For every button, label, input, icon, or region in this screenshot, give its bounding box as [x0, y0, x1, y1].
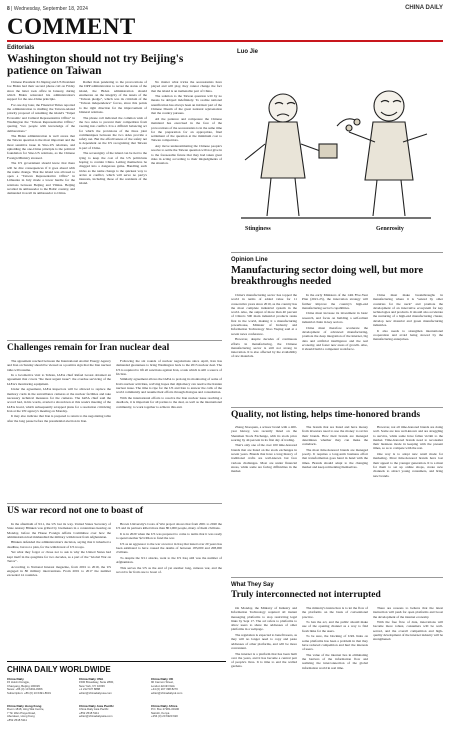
office-name: China Daily Africa — [151, 704, 178, 708]
office-name: China Daily Hong Kong — [7, 704, 42, 708]
office-line: Subscription: +86 (0) 10 6491-8631 — [7, 690, 51, 695]
editorial-lead-col-2 — [79, 80, 147, 334]
paragraph: The most time-honored brands are managed poorly. It requires a long-term business effort that transformation goes hand in hand with the times. Brands should adapt to the changing market and keep reinventing themselves. — [302, 447, 368, 469]
paragraph: China must increase its investment in basic research, and focus on building a self-reliant industrial chain in key sectors. — [302, 311, 368, 325]
paragraph: US as an aggressor to the war on terror in Iraq that lasted over 20 years has been estimated to have caused the deaths of between 185,000 and 208,000 civilians. — [116, 541, 222, 555]
cartoon-illustration — [231, 48, 443, 248]
paragraph: According to National Interest magazine, from 2001 to 2019, the US engaged in 80 military interventions. From 2001 to 2017 the number exceeded 14 countries. — [7, 564, 111, 578]
masthead-rule — [7, 40, 443, 42]
paragraph: This serves the US as the end of yet another long, ruinous war, and the record is far from one to boast of. — [116, 565, 222, 575]
office-line: Chaoyang, Beijing 100029 — [7, 683, 40, 688]
paragraph: It may also indicate that Iran is prepared to return to the negotiating table after the long pause before the presidential election in Iran. — [7, 414, 111, 423]
paragraph: All the patience and composure the Chinese mainland has exercised in the face of the provocations of the secessionists is in the same time for the preparation for an appropriate, final settlement of the question at the minimum cost to Taiwan compatriots. — [151, 116, 222, 143]
opinion-tag: Opinion Line — [231, 257, 268, 263]
office-line: News: +86 (0) 10 6491-8366 — [7, 687, 43, 692]
editorial-iran-col-1 — [7, 359, 111, 497]
paragraph: Blinken defended the administration's decision, saying that it inherited a deadline, but not a plan, for the withdrawal of US troops. — [7, 540, 111, 549]
divider — [7, 340, 222, 341]
paper-name: CHINA DAILY — [405, 5, 443, 11]
office-line: P.O. Box 27281-00100 — [151, 707, 180, 712]
paragraph: There are reasons to believe that the latest instruction will push for open platforms and boost the development of the internet economy. — [373, 606, 443, 619]
paragraph: The US government should know that there will be dire consequences if it goes ahead with the name change. That the island was allowed to open a "Taiwan Representative Office" in Lithuania in July made a lower hurdle for the relations between Beijing and Vilnius. Beijing recalled its ambassador to the Baltic country, and demanded it recall its ambassador to China. — [7, 161, 75, 196]
office-line: editor@chinadailyasia.com — [79, 714, 113, 719]
paragraph: China's manufacturing sector has topped the world in terms of added value for 11 consecutive years since 2010, as the country has the most complete industrial system in the world. Also, the output of more than 40 percent of China's 500 main industrial products ranks first in the world, making it a manufacturing powerhouse, Minister of Industry and Information Technology Xiao Yaqing said at a recent news conference. — [231, 293, 297, 336]
office-line: 90 Cannon Street, — [151, 680, 174, 685]
editorial-lead-col-1 — [7, 80, 75, 334]
paragraph: Under the agreement, IAEA inspectors will be allowed to replace the memory cards in the surveillance cameras at the nuclear facilities and take necessary technical measures for the cameras. The IAEA chief said the accord had, in his words, averted a showdown at this week's meeting of the IAEA board, which subsequently scrapped plans for a resolution criticizing Iran at the UN agency's meeting on Monday. — [7, 387, 111, 413]
footer-office — [79, 678, 147, 695]
divider — [231, 407, 443, 408]
office-line: +254 (0) 20 6920 920 — [151, 714, 178, 719]
editorial-cartoon — [231, 48, 443, 248]
paragraph: Any move underestimating the Chinese people's resolve to settle the Taiwan question will not give in to the foreseeable future that they had taken great risks in acting according to their misjudgments of the situation. — [151, 144, 222, 166]
footer-title: CHINA DAILY WORLDWIDE — [7, 665, 111, 674]
paragraph: The Biden administration is well aware that the Taiwan question is the most important and the most sensitive issue in Sino-US relations, and upholding the one-China principle is the political foundation for Sino-US relations, as the Chinese Foreign Ministry stressed. — [7, 134, 75, 160]
page-date-line: 8 | Wednesday, September 18, 2024 — [7, 6, 88, 12]
office-line: editor@chinadailyuk.com — [151, 690, 183, 695]
paragraph: In a locomotive visit to Tehran, IAEA chief Rafael Grossi obtained an agreement that covers "the most urgent issue": the overdue servicing of the IAEA's monitoring equipment. — [7, 373, 111, 386]
divider — [231, 577, 443, 578]
opinion-brands-col-2 — [302, 425, 368, 573]
office-name: China Daily UK — [151, 677, 174, 681]
paragraph: One way is to adopt new retail mode for marketing. Most time-honored brands have lost their appeal to the younger generation. It is a must for them to set up online shops, create new channels to attract young consumers, and bring new brands. — [373, 452, 443, 478]
office-name: China Daily — [7, 677, 24, 681]
paragraph: To despite the 9/11 attacks, went to the US Iraq still was the number of Afghanistan. — [116, 555, 222, 565]
paragraph: The sovereignty of the island can be tied to the tying to keep the cost of the US politicians hoping to contain China. Letting themselves be dragged into a dangerous game. Handling such tricks as the name change is the quickest way to arrive at conflict, which will serve no party's interests, including those of the residents of the island. — [79, 151, 147, 186]
office-name: China Daily USA — [79, 677, 104, 681]
paragraph: China must make breakthroughs in manufacturing where it is "seized by other countries for the neck" and promote the development of an innovative ecosystem for key technologies and products. It should also accelerate the nurturing of a high-end manufacturing cluster, develop new material and green manufacturing industries. — [373, 293, 443, 328]
paragraph: The phone call indicated the common wish of the two sides to prevent their competition from veering into conflict. It is a difficult balancing act for which the provisions of the three joint communiques between the two sides provide a safety net. But the effectiveness of the safety net is dependent on the US recognizing that Taiwan is part of China. — [79, 115, 147, 150]
editorial-lead-headline: Washington should not try Beijing's patience on Taiwan — [7, 53, 184, 77]
paragraph: No matter what tricks the secessionists have played and will play, they cannot change the fact that the island is an inalienable part of China. — [151, 80, 222, 93]
cartoon-label-right: Generosity — [376, 226, 404, 232]
editorial-war-col-1 — [7, 522, 111, 656]
opinion-brands-col-1 — [231, 425, 297, 573]
paragraph: For one day later, the Financial Times reported the administration is mulling the Taiwan-related priority proposal of renaming the island's "Taipei Economic and Cultural Representative Office" in Washington the "Taiwan Representative Office," quoting "two people with knowledge of the deliberations." — [7, 102, 75, 133]
paragraph: Zhang Xiaoquan, a scissor brand with a 400-year history, was recently listed on the Shenzhen Stock Exchange, with its stock price soaring by 44 percent in its first day of trading. — [231, 425, 297, 442]
divider — [7, 503, 222, 504]
paragraph: Following the six rounds of nuclear negotiations since April, Iran has demanded guarantees to bring Washington back to the 2015 nuclear deal. The US is required to lift all sanctions against Iran, a task which is still a source of friction. — [116, 359, 222, 376]
office-line: London EC4N 6HA — [151, 683, 175, 688]
footer-office — [7, 705, 75, 722]
office-line: +852 2518 5111 — [79, 710, 99, 715]
footer-office — [7, 678, 75, 695]
paragraph: Rather than pandering to the provocations of the DPP administration to recast the status of the island, the Biden administration should enumerate on the integrity of the tenets of the "Taiwan pledge", which was its criticism of the "Taiwan independence" forces, since this points to the right direction for the improvement of bilateral relations. — [79, 80, 147, 115]
opinion-lead-col-1 — [231, 293, 297, 403]
paragraph: That's only one of the over 100 time-honored brands that are listed on the stock exchanges in recent years. Brands that have a long history of traditional crafts are well-known but face various challenges. Most are under financial stress, while some are facing difficulties in the market. — [231, 443, 297, 474]
office-line: China Daily Asia Pacific — [79, 707, 109, 712]
section-masthead: COMMENT — [7, 14, 136, 39]
paragraph: With the international efforts to resolve the Iran nuclear issue reaching a deadlock, it is important for all parties to the deal, as well as the international community, to work together to achieve this end. — [116, 395, 222, 409]
office-line: Nairobi, Kenya — [151, 710, 170, 715]
paragraph: To be sure, the blocking of URL links on some platforms has been a problem in that they have reduced competition and hurt the interests of users. — [302, 634, 368, 652]
opinion-lead-headline: Manufacturing sector doing well, but more breakthroughs needed — [231, 265, 424, 287]
office-line: 15 Huixin Dongjie, — [7, 680, 30, 685]
paragraph: The agreement reached between the International Atomic Energy Agency and Iran on Sunday should be viewed as a positive sign that the Iran nuclear talks will resume. — [7, 359, 111, 372]
office-line: 7 Tin Wan Praya Road, — [7, 710, 36, 715]
what-they-say-tag: What They Say — [231, 582, 274, 588]
office-name: China Daily Asia Pacific — [79, 704, 114, 708]
paragraph: Yet what they forgot or chose not to ask is why the United States had kept itself in the quagmire for two decades, as a part of the "Global War on Terror". — [7, 550, 111, 563]
paragraph: In the aftermath of 9/11, the US lost its way. United States Secretary of State Antony Blinken was grilled by lawmakers in a contentious hearing on Monday, before the House Foreign Affairs Committee over how the administration had mishandled the military withdrawal from Afghanistan. — [7, 522, 111, 539]
what-they-say-col-3 — [373, 606, 443, 740]
office-line: +852 2518 5111 — [7, 717, 27, 722]
editorial-iran-headline: Challenges remain for Iran nuclear deal — [7, 343, 170, 353]
opinion-lead-col-2 — [302, 293, 368, 403]
opinion-lead-col-3 — [373, 293, 443, 403]
editorial-war-headline: US war record not one to boast of — [7, 506, 144, 516]
office-line: New York, NY 10036 — [79, 683, 105, 688]
opinion-brands-headline: Quality, not listing, helps time-honored brands — [231, 410, 421, 420]
paragraph: It is in 2020 when the US was prepared to come to terms that it was ready to spend another $2 trillion to fund the war. — [116, 531, 222, 541]
footer-office — [79, 705, 147, 719]
paragraph: It also needs to strengthen international cooperation and avoid being slowed by the manufacturing enterprises. — [373, 328, 443, 342]
stingy-figure — [245, 94, 337, 216]
office-line: Room 1818, Hing Wai Centre, — [7, 707, 45, 712]
paragraph: In the early Ministers of the 14th Five-Year Plan (2021-25), the innovation strategy will further improve the country's high-end manufacturing sector's capabilities. — [302, 293, 368, 310]
office-line: +44 (0) 207 398 8270 — [151, 687, 178, 692]
cartoon-label-left: Stinginess — [245, 226, 271, 232]
footer-office — [151, 678, 221, 695]
paragraph: Brown University's Costs of War project shows that from 2001 to 2020 the US and its partners killed more than 801,000 people, many of them civilians. — [116, 522, 222, 531]
paragraph: The internet is a platform that has been built over the years, and it has become a central part of people's lives. It is time to end the walled gardens. — [231, 651, 297, 669]
paragraph: The solution to the Taiwan question will by no means be delayed indefinitely. To realize national reunification has always been an intrinsic part of the Chinese Dream of the great national rejuvenation that the country pursues. — [151, 94, 222, 116]
paragraph: China must therefore accelerate the development of advanced manufacturing, promote the deep integration of the internet, big data and artificial intelligence and the real economy, and foster new areas of growth. Also, it should build a competent workforce. — [302, 325, 368, 352]
office-line: 1500 Broadway, Suite 2800, — [79, 680, 114, 685]
what-they-say-col-1 — [231, 606, 297, 740]
editorial-war-col-2 — [116, 522, 222, 656]
opinion-brands-col-3 — [373, 425, 443, 573]
cartoon-artist: Luo Jie — [237, 49, 259, 55]
paragraph: The regulation is expected to benefit users, as they will no longer need to copy and paste addresses of other platforms, and will be more convenient. — [231, 633, 297, 650]
paragraph: However, not all time-honored brands are doing well. Some are less well-known and are struggling to survive, while some have fallen victim to the market. Time-honored brands need to reconsider their business mode in keeping with the present times, so as to compete with the rest. — [373, 425, 443, 451]
footer-office — [151, 705, 221, 719]
what-they-say-col-2 — [302, 606, 368, 740]
paragraph: The value of the internet lies in eliminating the barriers of the information flow and realizing the interconnection of the global information world in real time. — [302, 652, 368, 670]
paragraph: The ministry's instruction is to let the flow of the platforms on the basis of conventional practice. — [302, 606, 368, 619]
paragraph: To ban the act, and the public should make use of the opening channel as a way to find fresh links for the users. — [302, 620, 368, 633]
paragraph: Chinese President Xi Jinping and US President Joe Biden had their second phone call on Friday since the latter took office in January, during which Biden reiterated his administration's support for the one-China principle. — [7, 80, 75, 102]
office-line: editor@chinadailyusa.com — [79, 690, 112, 695]
what-they-say-headline: Truly interconnected not interrupted — [231, 590, 381, 600]
paragraph: The brands that are listed and have money from investors need to use the money to revive their brands. How their brands are managed determines whether they can make the comeback. — [302, 425, 368, 447]
editorial-iran-col-2 — [116, 359, 222, 497]
paragraph: However, despite decades of continuous efforts in manufacturing, the Chinese manufacturing sector is still not strong in innovation. It is also affected by the availability of raw materials. — [231, 337, 297, 359]
generous-figure — [337, 91, 427, 216]
office-line: +1 212 537 8888 — [79, 687, 101, 692]
paragraph: On Monday, the Ministry of Industry and Information Technology required all instant messaging platforms to stop restricting legal links by Sept 17. The act refers to platforms to allow users to share the addresses of other platforms in a webpage. — [231, 606, 297, 632]
editorial-lead-col-3 — [151, 80, 222, 334]
office-line: Aberdeen, Hong Kong — [7, 714, 35, 719]
editorials-tag: Editorials — [7, 45, 35, 51]
paragraph: With the free flow of data, innovations will become more robust, consumers will be well-served, and the overall competition and high-quality development of the internet industry will be strengthened. — [373, 620, 443, 642]
divider — [231, 252, 443, 253]
paragraph: Similarly agreement allows the IAEA to prolong its monitoring of some of Iran's nuclear activities, reviving hopes that diplomacy can resolve the Iranian nuclear issue. The time is ripe for the US and Iran to answer the calls of the world community and resume their efforts through dialogue and consultation. — [116, 377, 222, 395]
